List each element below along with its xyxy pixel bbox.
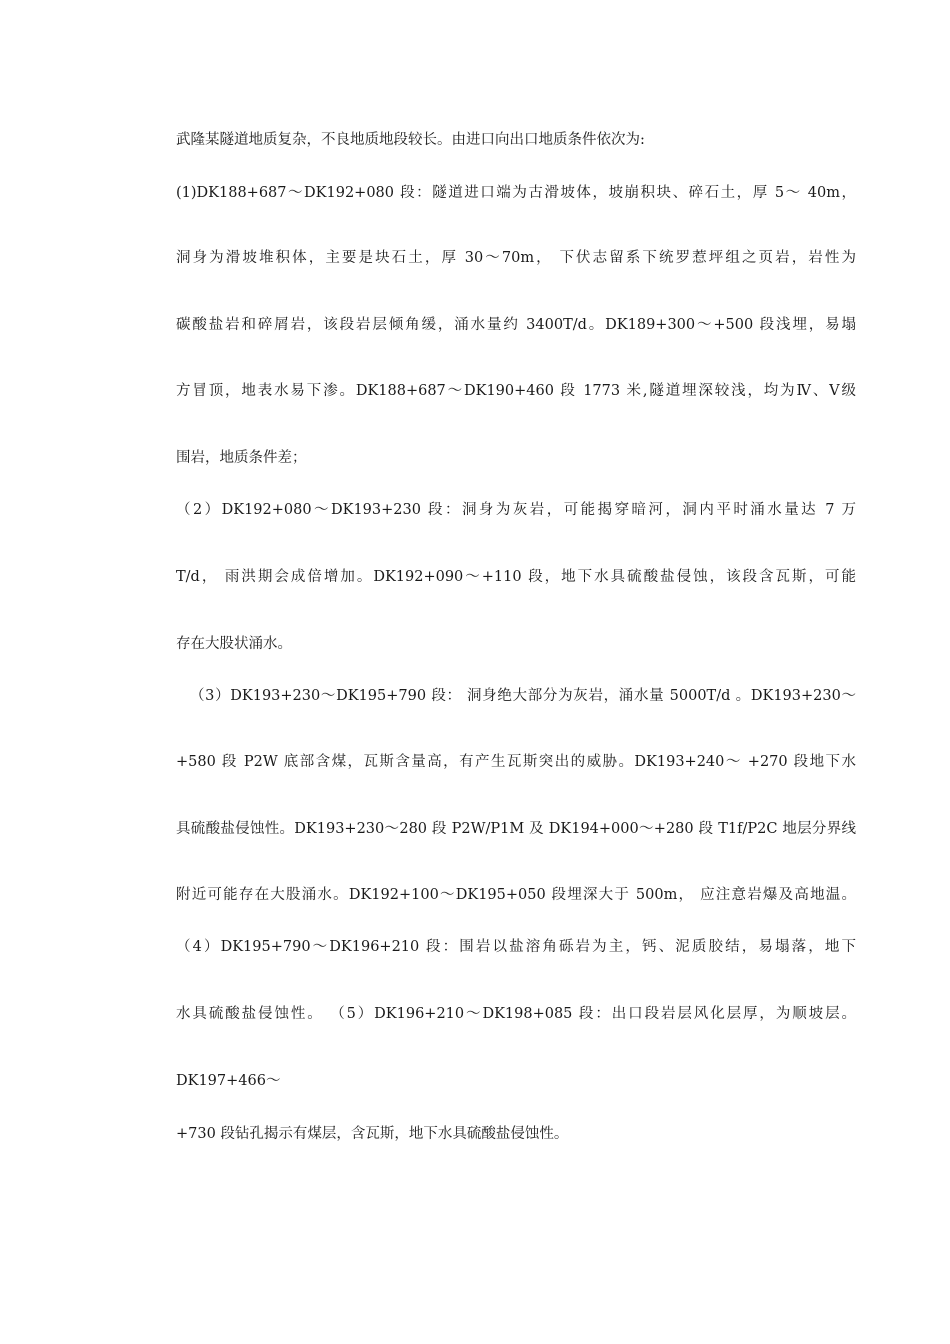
section-1-line-2: 洞身为滑坡堆积体，主要是块石土，厚 30～70m， 下伏志留系下统罗惹坪组之页岩，岩性为 bbox=[176, 250, 856, 266]
section-1-line-3: 碳酸盐岩和碎屑岩，该段岩层倾角缓，涌水量约 3400T/d。DK189+300～+500 段浅埋，易塌 bbox=[176, 317, 856, 333]
section-5-line-3: +730 段钻孔揭示有煤层，含瓦斯，地下水具硫酸盐侵蚀性。 bbox=[176, 1126, 569, 1142]
section-3-line-2: +580 段 P2W 底部含煤，瓦斯含量高，有产生瓦斯突出的威胁。DK193+240～ +270 段地下水 bbox=[176, 754, 856, 770]
section-3-line-1: （3）DK193+230～DK195+790 段： 洞身绝大部分为灰岩，涌水量 5000T/d 。DK193+230～ bbox=[190, 688, 856, 704]
section-3-line-3: 具硫酸盐侵蚀性。DK193+230～280 段 P2W/P1M 及 DK194+000～+280 段 T1f/P2C 地层分界线 bbox=[176, 821, 856, 837]
paragraph-intro-line: 武隆某隧道地质复杂，不良地质地段较长。由进口向出口地质条件依次为: bbox=[176, 132, 645, 148]
section-1-line-4: 方冒顶，地表水易下渗。DK188+687～DK190+460 段 1773 米,隧道埋深较浅，均为Ⅳ、Ⅴ级 bbox=[176, 383, 856, 399]
section-1-line-5: 围岩，地质条件差； bbox=[176, 450, 307, 466]
section-1-line-1: (1)DK188+687～DK192+080 段：隧道进口端为古滑坡体，坡崩积块、碎石土，厚 5～ 40m， bbox=[176, 185, 856, 201]
section-3-line-4: 附近可能存在大股涌水。DK192+100～DK195+050 段埋深大于 500m， 应注意岩爆及高地温。 bbox=[176, 887, 856, 903]
section-2-line-2: T/d， 雨洪期会成倍增加。DK192+090～+110 段，地下水具硫酸盐侵蚀，该段含瓦斯，可能 bbox=[176, 569, 856, 585]
section-5-line-2: DK197+466～ bbox=[176, 1073, 281, 1089]
section-2-line-1: （2）DK192+080～DK193+230 段：洞身为灰岩，可能揭穿暗河，洞内平时涌水量达 7 万 bbox=[176, 502, 856, 518]
section-4-5-line-2: 水具硫酸盐侵蚀性。 （5）DK196+210～DK198+085 段：出口段岩层风化层厚，为顺坡层。 bbox=[176, 1006, 856, 1022]
section-4-line-1: （4）DK195+790～DK196+210 段：围岩以盐溶角砾岩为主，钙、泥质胶结，易塌落，地下 bbox=[176, 939, 856, 955]
section-2-line-3: 存在大股状涌水。 bbox=[176, 636, 292, 652]
